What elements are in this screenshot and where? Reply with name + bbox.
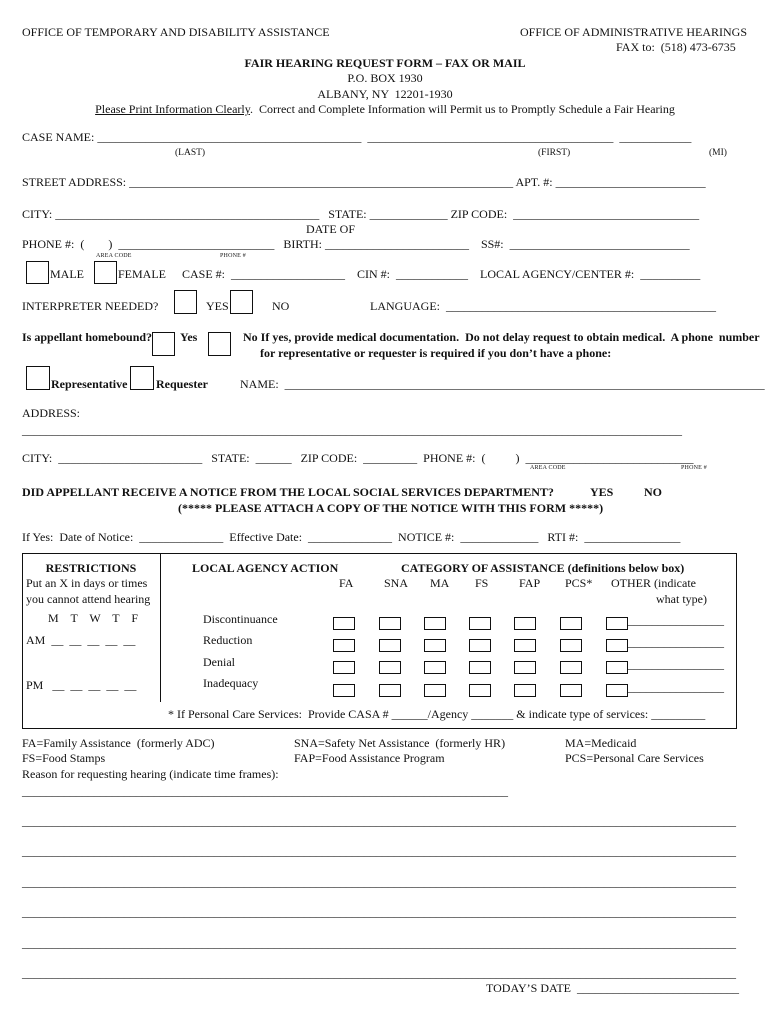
checkbox-discontinuance-sna[interactable] (379, 617, 401, 630)
category-column-other: OTHER (indicate (611, 576, 696, 590)
checkbox-discontinuance-fs[interactable] (469, 617, 491, 630)
definition-sna: SNA=Safety Net Assistance (formerly HR) (294, 736, 506, 750)
checkbox-denial-sna[interactable] (379, 661, 401, 674)
checkbox-discontinuance-ma[interactable] (424, 617, 446, 630)
area-code-caption: AREA CODE (96, 253, 132, 259)
am-row[interactable]: AM __ __ __ __ __ (26, 633, 136, 647)
checkbox-denial-ma[interactable] (424, 661, 446, 674)
checkbox-inadequacy-sna[interactable] (379, 684, 401, 697)
phone-birth-ss-field[interactable]: PHONE #: ( ) __________________________ BIRTH: ________________________ SS#: ______________________________ (22, 237, 690, 251)
interpreter-no-checkbox[interactable] (230, 290, 253, 314)
interpreter-no-label: NO (272, 299, 290, 313)
female-label: FEMALE (118, 267, 166, 281)
reason-line-3[interactable]: _______________________________________________________________________________________________________________________ (22, 844, 736, 858)
representative-city-phone-field[interactable]: CITY: ________________________ STATE: ______ ZIP CODE: _________ PHONE #: ( ) ____________________________ (22, 451, 694, 465)
homebound-note-line1: No If yes, provide medical documentation. Do not delay request to obtain medical. A phone number (243, 330, 760, 344)
homebound-note-line2: for representative or requester is required if you don’t have a phone: (260, 346, 612, 360)
action-reduction: Reduction (203, 633, 253, 647)
action-inadequacy: Inadequacy (203, 676, 259, 690)
checkbox-discontinuance-fa[interactable] (333, 617, 355, 630)
checkbox-discontinuance-pcs[interactable] (560, 617, 582, 630)
representative-name-field[interactable]: NAME: ________________________________________________________________________________ (240, 377, 765, 391)
action-discontinuance: Discontinuance (203, 612, 278, 626)
definition-fa: FA=Family Assistance (formerly ADC) (22, 736, 215, 750)
restrictions-divider (160, 553, 161, 702)
mailing-address-line1: P.O. BOX 1930 (347, 71, 423, 85)
definition-ma: MA=Medicaid (565, 736, 637, 750)
local-agency-action-title: LOCAL AGENCY ACTION (192, 561, 339, 575)
phone-caption: PHONE # (220, 253, 246, 259)
checkbox-discontinuance-other[interactable] (606, 617, 628, 630)
notice-yes-option[interactable]: YES (590, 485, 614, 499)
checkbox-inadequacy-ma[interactable] (424, 684, 446, 697)
restrictions-instruction-2: you cannot attend hearing (26, 592, 151, 606)
interpreter-yes-label: YES (206, 299, 229, 313)
checkbox-denial-other[interactable] (606, 661, 628, 674)
area-code-caption-2: AREA CODE (530, 465, 566, 471)
pm-row[interactable]: PM __ __ __ __ __ (26, 678, 137, 692)
interpreter-yes-checkbox[interactable] (174, 290, 197, 314)
notice-no-option[interactable]: NO (644, 485, 662, 499)
print-instruction (0, 103, 770, 117)
last-name-caption: (LAST) (175, 148, 206, 158)
checkbox-reduction-sna[interactable] (379, 639, 401, 652)
case-name-field[interactable]: CASE NAME: ____________________________________________ _________________________________________ ____________ (22, 130, 692, 144)
category-column-fs: FS (475, 576, 489, 590)
category-title: CATEGORY OF ASSISTANCE (definitions below box) (401, 561, 685, 575)
middle-initial-caption: (MI) (709, 148, 727, 158)
category-column-fa: FA (339, 576, 354, 590)
checkbox-reduction-fap[interactable] (514, 639, 536, 652)
female-checkbox[interactable] (94, 261, 117, 284)
definition-fs: FS=Food Stamps (22, 751, 106, 765)
reason-line-2[interactable]: _______________________________________________________________________________________________________________________ (22, 814, 736, 828)
checkbox-reduction-pcs[interactable] (560, 639, 582, 652)
reason-line-5[interactable]: _______________________________________________________________________________________________________________________ (22, 905, 736, 919)
instruction-underlined: Please Print Information Clearly (95, 102, 250, 116)
checkbox-denial-fs[interactable] (469, 661, 491, 674)
address-label: ADDRESS: (22, 406, 81, 420)
reason-line-7[interactable]: _______________________________________________________________________________________________________________________ (22, 966, 736, 980)
pcs-footnote[interactable]: * If Personal Care Services: Provide CASA # ______/Agency _______ & indicate type of services: _________ (168, 707, 706, 721)
male-label: MALE (50, 267, 84, 281)
other-type-blank-reduction[interactable]: ________________ (628, 635, 724, 649)
checkbox-reduction-fs[interactable] (469, 639, 491, 652)
category-column-pcs: PCS* (565, 576, 593, 590)
homebound-yes-label: Yes (180, 330, 198, 344)
interpreter-label: INTERPRETER NEEDED? (22, 299, 159, 313)
homebound-no-checkbox[interactable] (208, 332, 231, 356)
homebound-yes-checkbox[interactable] (152, 332, 175, 356)
weekday-header: M T W T F (48, 611, 139, 625)
action-denial: Denial (203, 655, 235, 669)
male-checkbox[interactable] (26, 261, 49, 284)
category-column-sna: SNA (384, 576, 409, 590)
category-column-fap: FAP (519, 576, 541, 590)
notice-question: DID APPELLANT RECEIVE A NOTICE FROM THE LOCAL SOCIAL SERVICES DEPARTMENT? (22, 485, 554, 499)
checkbox-denial-fap[interactable] (514, 661, 536, 674)
mailing-address-line2: ALBANY, NY 12201-1930 (317, 87, 453, 101)
case-cin-agency-field[interactable]: CASE #: ___________________ CIN #: ____________ LOCAL AGENCY/CENTER #: __________ (182, 267, 701, 281)
representative-label: Representative (51, 377, 128, 391)
checkbox-inadequacy-other[interactable] (606, 684, 628, 697)
requester-checkbox[interactable] (130, 366, 154, 390)
reason-line-1[interactable]: _________________________________________________________________________________ (22, 784, 508, 798)
requester-label: Requester (156, 377, 208, 391)
checkbox-inadequacy-fap[interactable] (514, 684, 536, 697)
checkbox-denial-pcs[interactable] (560, 661, 582, 674)
restrictions-instruction-1: Put an X in days or times (26, 576, 148, 590)
reason-line-4[interactable]: _______________________________________________________________________________________________________________________ (22, 875, 736, 889)
checkbox-inadequacy-fs[interactable] (469, 684, 491, 697)
definition-fap: FAP=Food Assistance Program (294, 751, 445, 765)
first-name-caption: (FIRST) (538, 148, 571, 158)
reason-label: Reason for requesting hearing (indicate time frames): (22, 767, 279, 781)
reason-line-6[interactable]: _______________________________________________________________________________________________________________________ (22, 936, 736, 950)
todays-date-field[interactable]: TODAY’S DATE ___________________________ (486, 981, 740, 995)
street-address-field[interactable]: STREET ADDRESS: ________________________________________________________________ APT. #: _________________________ (22, 175, 706, 189)
homebound-question: Is appellant homebound? (22, 330, 153, 344)
other-type-blank-inadequacy[interactable]: ________________ (628, 680, 724, 694)
fax-number: FAX to: (518) 473-6735 (616, 40, 736, 54)
category-column-ma: MA (430, 576, 450, 590)
city-state-zip-field[interactable]: CITY: ____________________________________________ STATE: _____________ ZIP CODE: _______________________________ (22, 207, 700, 221)
date-of-birth-label: DATE OF (306, 222, 356, 236)
checkbox-reduction-fa[interactable] (333, 639, 355, 652)
other-type-blank-discontinuance[interactable]: ________________ (628, 613, 724, 627)
checkbox-reduction-ma[interactable] (424, 639, 446, 652)
category-column-other-line2: what type) (656, 592, 707, 606)
instruction-rest: . Correct and Complete Information will Permit us to Promptly Schedule a Fair Hearing (249, 102, 675, 116)
checkbox-inadequacy-fa[interactable] (333, 684, 355, 697)
attach-notice-instruction: (***** PLEASE ATTACH A COPY OF THE NOTICE WITH THIS FORM *****) (178, 501, 604, 515)
other-type-blank-denial[interactable]: ________________ (628, 657, 724, 671)
right-agency-name: OFFICE OF ADMINISTRATIVE HEARINGS (520, 25, 748, 39)
form-title: FAIR HEARING REQUEST FORM – FAX OR MAIL (244, 56, 526, 70)
left-agency-name: OFFICE OF TEMPORARY AND DISABILITY ASSISTANCE (22, 25, 330, 39)
checkbox-discontinuance-fap[interactable] (514, 617, 536, 630)
checkbox-inadequacy-pcs[interactable] (560, 684, 582, 697)
phone-caption-2: PHONE # (681, 465, 707, 471)
notice-dates-field[interactable]: If Yes: Date of Notice: ______________ Effective Date: ______________ NOTICE #: _____________ RTI #: ________________ (22, 530, 681, 544)
representative-address-field[interactable]: ______________________________________________________________________________________________________________ (22, 423, 682, 437)
language-field[interactable]: LANGUAGE: _____________________________________________ (370, 299, 716, 313)
representative-checkbox[interactable] (26, 366, 50, 390)
restrictions-title: RESTRICTIONS (45, 561, 137, 575)
definition-pcs: PCS=Personal Care Services (565, 751, 704, 765)
checkbox-reduction-other[interactable] (606, 639, 628, 652)
checkbox-denial-fa[interactable] (333, 661, 355, 674)
